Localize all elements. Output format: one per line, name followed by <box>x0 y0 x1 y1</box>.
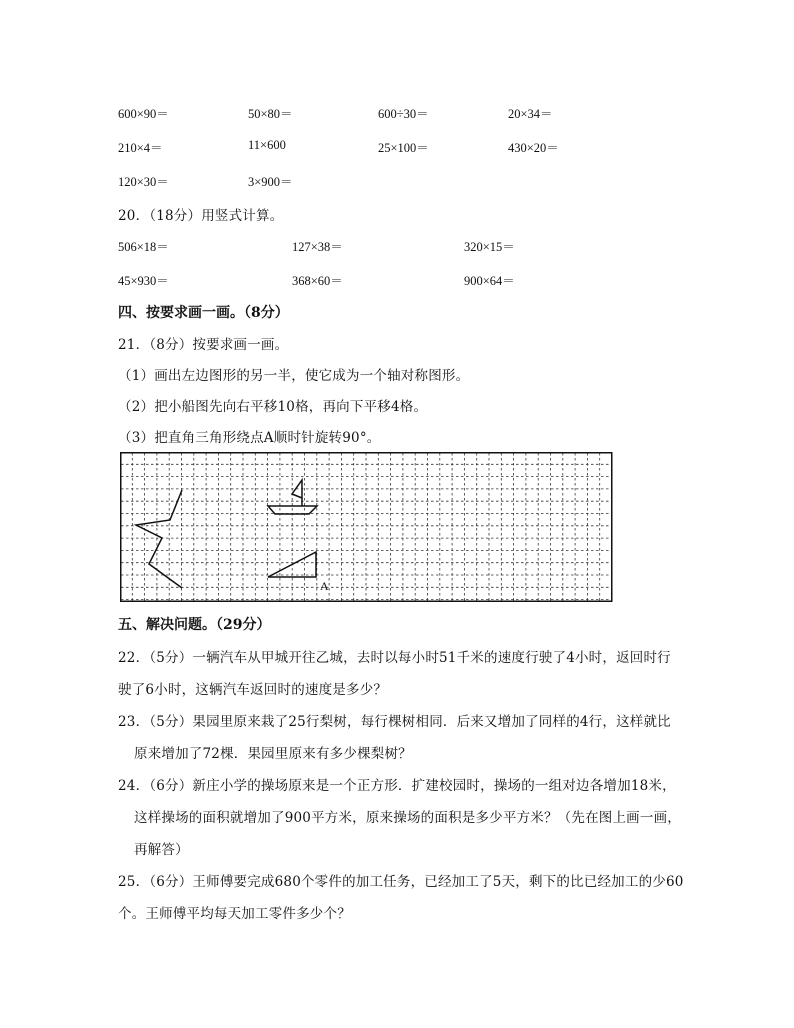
q21-item-3: （3）把直角三角形绕点A顺时针旋转90°。 <box>118 430 381 446</box>
calc-item: 50×80＝ <box>248 107 293 121</box>
q22-line-1: 22．（5分）一辆汽车从甲城开往乙城，去时以每小时51千米的速度行驶了4小时，返回时行 <box>118 650 671 666</box>
point-a-label: A <box>320 579 329 593</box>
section4-heading: 四、按要求画一画。（8分） <box>118 305 289 321</box>
drawing-grid <box>120 452 614 604</box>
vertical-calc-item: 127×38＝ <box>292 240 343 254</box>
grid-lines <box>121 453 612 601</box>
calc-item: 11×600 <box>248 138 286 152</box>
q24-line-3: 再解答） <box>134 842 189 858</box>
q21-item-1: （1）画出左边图形的另一半，使它成为一个轴对称图形。 <box>118 368 470 384</box>
calc-item: 600÷30＝ <box>378 107 429 121</box>
calc-item: 25×100＝ <box>378 141 429 155</box>
calc-item: 20×34＝ <box>508 107 553 121</box>
q22-line-2: 驶了6小时，这辆汽车返回时的速度是多少？ <box>118 682 388 698</box>
q25-line-2: 个。王师傅平均每天加工零件多少个？ <box>118 906 351 922</box>
vertical-calc-item: 320×15＝ <box>464 240 515 254</box>
q23-line-2: 原来增加了72棵．果园里原来有多少棵梨树？ <box>134 746 412 762</box>
q21-item-2: （2）把小船图先向右平移10格，再向下平移4格。 <box>118 399 428 415</box>
calc-item: 600×90＝ <box>118 107 169 121</box>
calc-item: 430×20＝ <box>508 141 559 155</box>
vertical-calc-item: 368×60＝ <box>292 274 343 288</box>
calc-item: 3×900＝ <box>248 175 293 189</box>
vertical-calc-item: 506×18＝ <box>118 240 169 254</box>
half-figure <box>136 490 182 588</box>
vertical-calc-item: 45×930＝ <box>118 274 169 288</box>
section5-heading: 五、解决问题。（29分） <box>118 617 271 633</box>
vertical-calc-item: 900×64＝ <box>464 274 515 288</box>
q24-line-1: 24．（6分）新庄小学的操场原来是一个正方形．扩建校园时，操场的一组对边各增加18米， <box>118 778 676 794</box>
calc-item: 210×4＝ <box>118 141 163 155</box>
q25-line-1: 25．（6分）王师傅要完成680个零件的加工任务，已经加工了5天，剩下的比已经加工的少60 <box>118 874 684 890</box>
q20-title: 20．（18分）用竖式计算。 <box>118 208 284 224</box>
q21-title: 21．（8分）按要求画一画。 <box>118 337 289 353</box>
q24-line-2: 这样操场的面积就增加了900平方米，原来操场的面积是多少平方米？（先在图上画一画， <box>134 810 681 826</box>
q23-line-1: 23．（5分）果园里原来栽了25行梨树，每行棵树相同．后来又增加了同样的4行，这样就比 <box>118 714 671 730</box>
calc-item: 120×30＝ <box>118 175 169 189</box>
